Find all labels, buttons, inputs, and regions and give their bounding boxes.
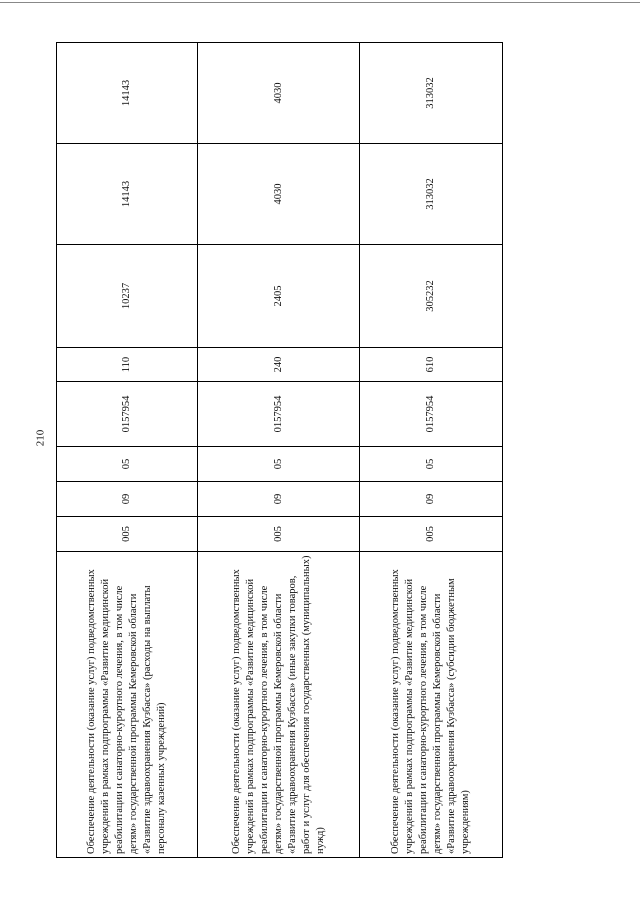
amount-3: 313032 bbox=[360, 43, 503, 144]
amount-1: 10237 bbox=[57, 245, 198, 348]
scan-edge-line bbox=[0, 2, 640, 3]
subsection-code: 05 bbox=[57, 447, 198, 482]
expense-type-code: 110 bbox=[57, 348, 198, 382]
amount-2: 14143 bbox=[57, 144, 198, 245]
amount-3: 14143 bbox=[57, 43, 198, 144]
page-number: 210 bbox=[34, 429, 47, 447]
target-article-code: 0157954 bbox=[57, 382, 198, 447]
amount-1: 2405 bbox=[198, 245, 360, 348]
expense-type-code: 610 bbox=[360, 348, 503, 382]
expense-type-code: 240 bbox=[198, 348, 360, 382]
table-row bbox=[360, 43, 503, 858]
section-code: 09 bbox=[198, 482, 360, 517]
target-article-code: 0157954 bbox=[360, 382, 503, 447]
amount-2: 4030 bbox=[198, 144, 360, 245]
section-code: 09 bbox=[57, 482, 198, 517]
ministry-code: 005 bbox=[360, 517, 503, 552]
amount-1: 305232 bbox=[360, 245, 503, 348]
section-code: 09 bbox=[360, 482, 503, 517]
ministry-code: 005 bbox=[198, 517, 360, 552]
row-description: Обеспечение деятельности (оказание услуг) подведомственных учреждений в рамках подпрограммы «Развитие медицинской реабилитации и санаторно-курортного лечения, в том числе детям» государственной программы Кемеровской области «Развитие здравоохранения Кузбасса» (иные закупки товаров, работ и услуг для обеспечения государственных (муниципальных) нужд) bbox=[198, 552, 360, 858]
subsection-code: 05 bbox=[198, 447, 360, 482]
amount-2: 313032 bbox=[360, 144, 503, 245]
target-article-code: 0157954 bbox=[198, 382, 360, 447]
ministry-code: 005 bbox=[57, 517, 198, 552]
subsection-code: 05 bbox=[360, 447, 503, 482]
amount-3: 4030 bbox=[198, 43, 360, 144]
budget-table bbox=[56, 42, 503, 858]
table-row bbox=[57, 43, 198, 858]
row-description: Обеспечение деятельности (оказание услуг) подведомственных учреждений в рамках подпрограммы «Развитие медицинской реабилитации и санаторно-курортного лечения, в том числе детям» государственной программы Кемеровской области «Развитие здравоохранения Кузбасса» (расходы на выплаты персоналу казенных учреждений) bbox=[57, 552, 198, 858]
rotated-table-container bbox=[56, 43, 502, 858]
row-description: Обеспечение деятельности (оказание услуг) подведомственных учреждений в рамках подпрограммы «Развитие медицинской реабилитации и санаторно-курортного лечения, в том числе детям» государственной программы Кемеровской области «Развитие здравоохранения Кузбасса» (субсидии бюджетным учреждениям) bbox=[360, 552, 503, 858]
table-row bbox=[198, 43, 360, 858]
